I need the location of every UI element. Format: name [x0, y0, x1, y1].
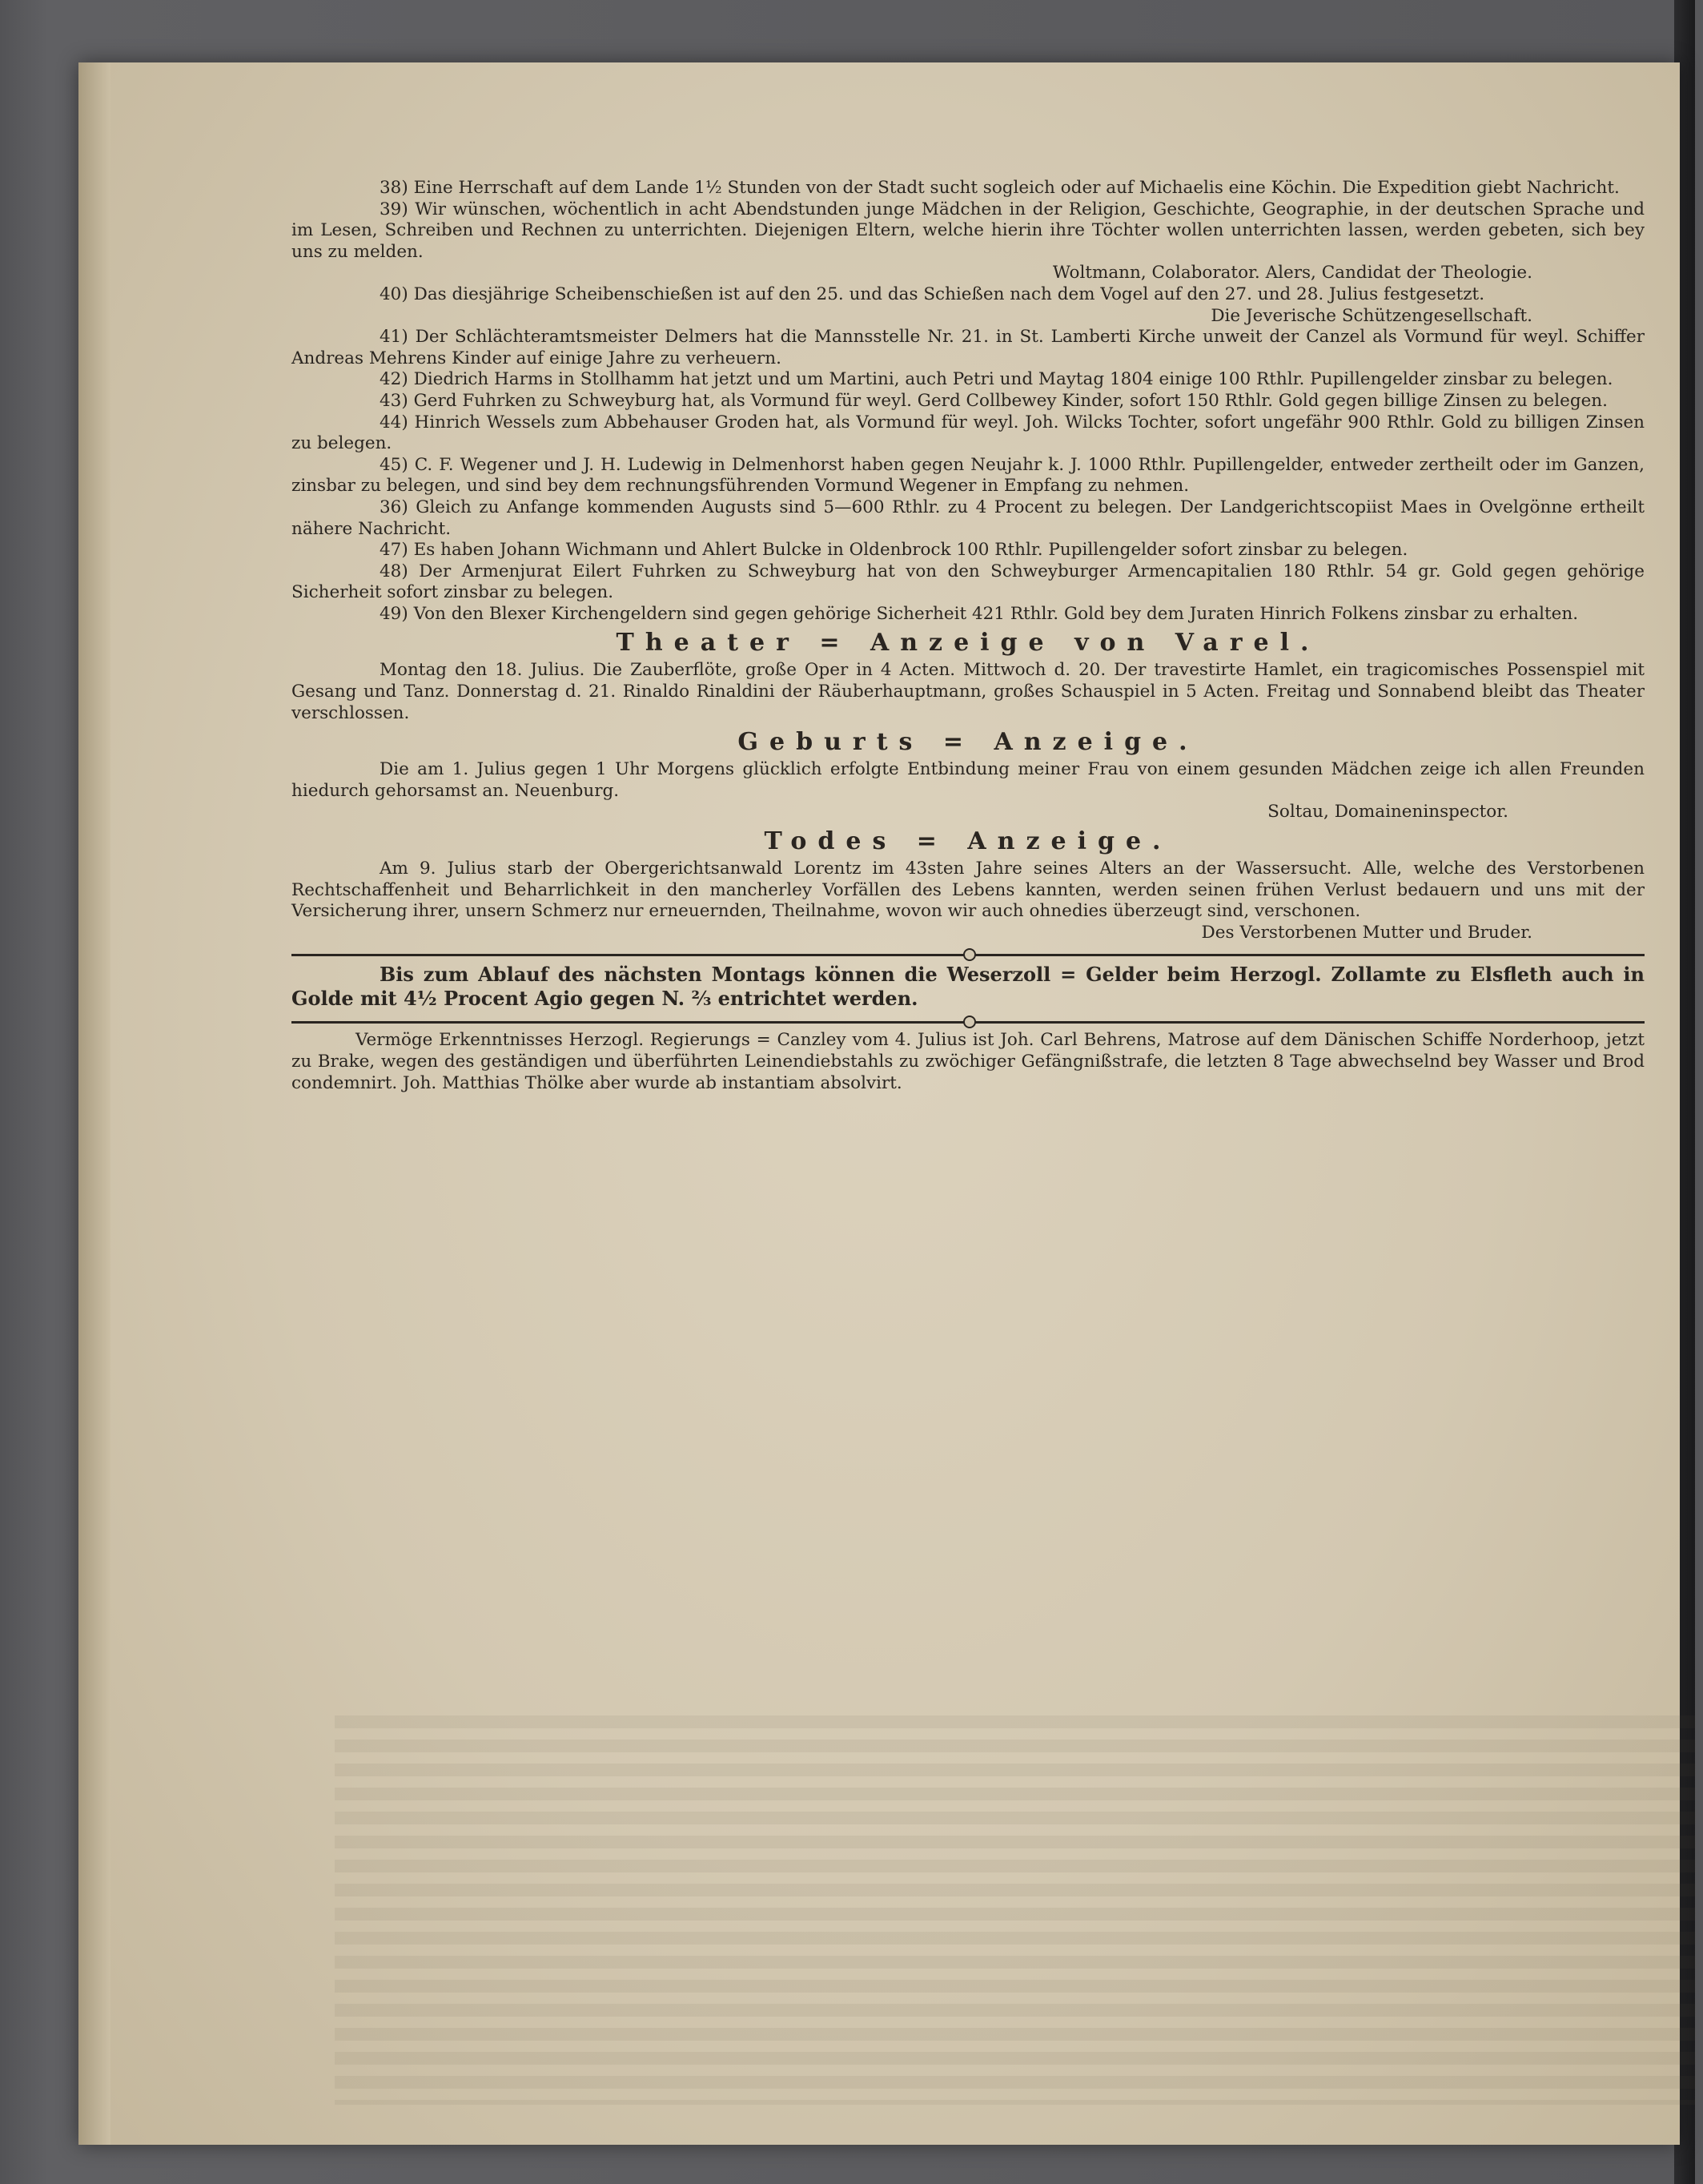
theater-heading: Theater = Anzeige von Varel.: [616, 629, 1320, 658]
birth-signature: Soltau, Domaineninspector.: [1267, 802, 1508, 823]
customs-notice: Bis zum Ablauf des nächsten Montags können die Weserzoll = Gelder beim Herzogl. Zollamte zu Elsfleth auch in Golde mit 4½ Procent Agio gegen N. ⅔ entrichtet werden.: [291, 963, 1645, 1011]
page-gutter: [78, 62, 110, 2145]
bleed-through-area: [335, 1704, 1696, 2105]
ad-42: 42) Diedrich Harms in Stollhamm hat jetzt und um Martini, auch Petri und Maytag 1804 einige 100 Rthlr. Pupillengelder zinsbar zu belegen.: [380, 369, 1613, 390]
ad-39-signature: Woltmann, Colaborator. Alers, Candidat der Theologie.: [1052, 263, 1532, 284]
ad-39: 39) Wir wünschen, wöchentlich in acht Abendstunden junge Mädchen in der Religion, Geschichte, Geographie, in der deutschen Sprache und im Lesen, Schreiben und Rechnen zu unterrichten. Diejenigen Eltern, welche hierin ihre Töchter wollen unterrichten lassen, werden gebeten, sich bey uns zu melden.: [291, 199, 1645, 262]
ornament-rule-top: [291, 948, 1645, 961]
page-text: [291, 178, 1645, 1094]
ad-45: 45) C. F. Wegener und J. H. Ludewig in Delmenhorst haben gegen Neujahr k. J. 1000 Rthlr. Pupillengelder, entweder zertheilt oder im Ganzen, zinsbar zu belegen, und sind bey dem rechnungsführenden Vormund Wegener in Empfang zu nehmen.: [291, 454, 1645, 497]
ad-40: 40) Das diesjährige Scheibenschießen ist auf den 25. und das Schießen nach dem Vogel auf den 27. und 28. Julius festgesetzt.: [380, 284, 1485, 304]
court-notice: Vermöge Erkenntnisses Herzogl. Regierungs = Canzley vom 4. Julius ist Joh. Carl Behrens, Matrose auf dem Dänischen Schiffe Norderhoop, jetzt zu Brake, wegen des geständigen und überführten Leinendiebstahls zu zwöchiger Gefängnißstrafe, die letzten 8 Tage abwechselnd bey Wasser und Brod condemnirt. Joh. Matthias Thölke aber wurde ab instantiam absolvirt.: [291, 1030, 1645, 1093]
ad-38: 38) Eine Herrschaft auf dem Lande 1½ Stunden von der Stadt sucht sogleich oder auf Michaelis eine Köchin. Die Expedition giebt Nachricht.: [380, 178, 1620, 198]
ad-44: 44) Hinrich Wessels zum Abbehauser Groden hat, als Vormund für weyl. Joh. Wilcks Tochter, sofort ungefähr 900 Rthlr. Gold zu billigen Zinsen zu belegen.: [291, 412, 1645, 454]
ad-36: 36) Gleich zu Anfange kommenden Augusts sind 5—600 Rthlr. zu 4 Procent zu belegen. Der Landgerichtscopiist Maes in Ovelgönne ertheilt nähere Nachricht.: [291, 497, 1645, 539]
death-signature: Des Verstorbenen Mutter und Bruder.: [1201, 922, 1532, 943]
ad-40-signature: Die Jeverische Schützengesellschaft.: [1211, 305, 1532, 326]
ad-43: 43) Gerd Fuhrken zu Schweyburg hat, als Vormund für weyl. Gerd Collbewey Kinder, sofort 150 Rthlr. Gold gegen billige Zinsen zu belegen.: [380, 390, 1608, 411]
court-notice-block: [291, 1030, 1645, 1094]
theater-text: Montag den 18. Julius. Die Zauberflöte, große Oper in 4 Acten. Mittwoch d. 20. Der travestirte Hamlet, ein tragicomisches Possenspiel mit Gesang und Tanz. Donnerstag d. 21. Rinaldo Rinaldini der Räuberhauptmann, großes Schauspiel in 5 Acten. Freitag und Sonnabend bleibt das Theater verschlossen.: [291, 660, 1645, 723]
ad-48: 48) Der Armenjurat Eilert Fuhrken zu Schweyburg hat von den Schweyburger Armencapitalien 180 Rthlr. 54 gr. Gold gegen gehörige Sicherheit sofort zinsbar zu belegen.: [291, 561, 1645, 603]
ad-49: 49) Von den Blexer Kirchengeldern sind gegen gehörige Sicherheit 421 Rthlr. Gold bey dem Juraten Hinrich Folkens zinsbar zu erhalten.: [380, 603, 1579, 624]
death-heading: Todes = Anzeige.: [764, 827, 1172, 856]
birth-heading: Geburts = Anzeige.: [737, 728, 1199, 757]
birth-text: Die am 1. Julius gegen 1 Uhr Morgens glücklich erfolgte Entbindung meiner Frau von einem gesunden Mädchen zeige ich allen Freunden hiedurch gehorsamst an. Neuenburg.: [291, 759, 1645, 801]
ad-47: 47) Es haben Johann Wichmann und Ahlert Bulcke in Oldenbrock 100 Rthlr. Pupillengelder sofort zinsbar zu belegen.: [380, 540, 1408, 561]
ornament-rule-bottom: [291, 1016, 1645, 1028]
ad-41: 41) Der Schlächteramtsmeister Delmers hat die Mannsstelle Nr. 21. in St. Lamberti Kirche unweit der Canzel als Vormund für weyl. Schiffer Andreas Mehrens Kinder auf einige Jahre zu verheuern.: [291, 327, 1645, 368]
death-text: Am 9. Julius starb der Obergerichtsanwald Lorentz im 43sten Jahre seines Alters an der Wassersucht. Alle, welche des Verstorbenen Rechtschaffenheit und Beharrlichkeit in den mancherley Vorfällen des Lebens kannten, werden seinen frühen Verlust bedauern und uns mit der Versicherung ihrer, unsern Schmerz nur erneuernden, Theilnahme, wovon wir auch ohnedies überzeugt sind, verschonen.: [291, 859, 1645, 922]
